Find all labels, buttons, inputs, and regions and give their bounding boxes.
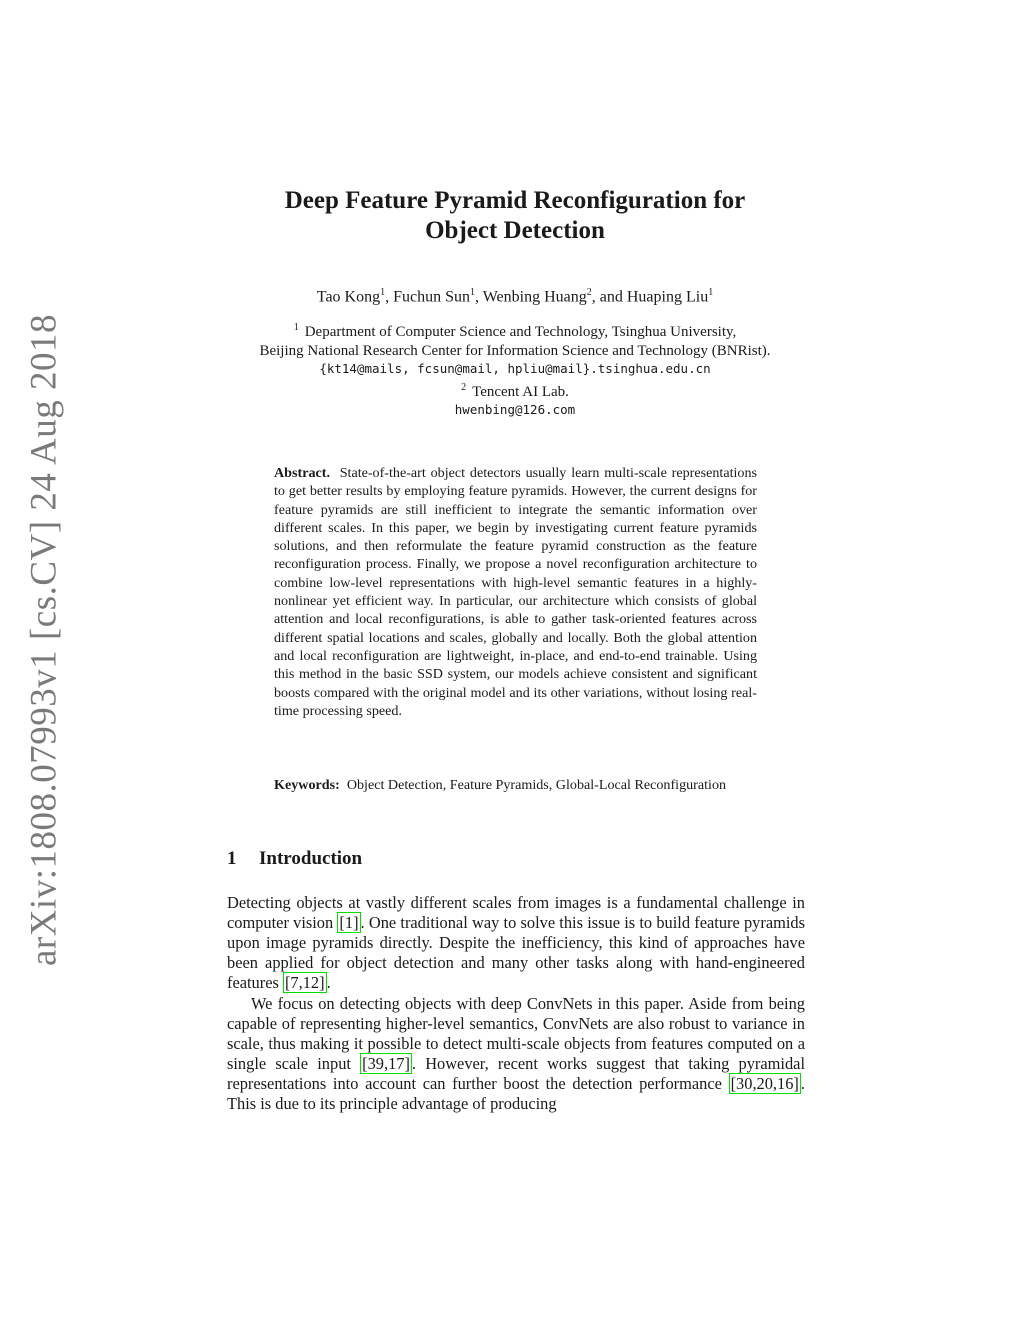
citation-link[interactable]: [30,20,16] [730,1074,799,1094]
author-list [200,283,830,307]
paragraph-text: We focus on detecting objects with deep ConvNets in this paper. Aside from being capable of representing higher-level semantics, ConvNets are also robust to variance in scale, thus making it possible to detect multi-scale objects from features computed on a single scale input [227,994,805,1074]
affiliation-2-email[interactable]: hwenbing@126.com [454,402,576,417]
body-paragraph-1 [227,893,805,993]
author-affiliation-mark: 1 [708,287,714,298]
author-name: Wenbing Huang [482,288,587,306]
affiliation-text: Department of Computer Science and Technology, Tsinghua University, [304,324,737,340]
paragraph-text: . One traditional way to solve this issue is to build feature pyramids upon image pyramids directly. Despite the inefficiency, this kind of approaches have been applied for object detection and many other tasks along with hand-engineered features [227,913,805,993]
section-number: 1 [227,848,237,869]
affiliation-mark: 1 [293,322,299,333]
section-heading [227,848,362,870]
abstract-text: State-of-the-art object detectors usually learn multi-scale representations to get better results by employing feature pyramids. However, the current designs for feature pyramids are still inefficient to integrate the semantic information over different scales. In this paper, we begin by investigating current feature pyramids solutions, and then reformulate the feature pyramid construction as the feature reconfiguration process. Finally, we propose a novel reconfiguration architecture to combine low-level representations with high-level semantic features in a highly-nonlinear yet efficient way. In particular, our architecture which consists of global attention and local reconfigurations, is able to gather task-oriented features across different spatial locations and scales, globally and locally. Both the global attention and local reconfiguration are lightweight, in-place, and end-to-end trainable. Using this method in the basic SSD system, our models achieve consistent and significant boosts compared with the original model and its other variations, without losing real-time processing speed. [274,465,757,719]
abstract [274,464,757,720]
citation-link[interactable]: [39,17] [362,1054,410,1074]
author-separator: , and [591,288,627,306]
author-name: Tao Kong [316,288,381,306]
citation-link[interactable]: [7,12] [284,973,325,993]
paragraph-text: . However, recent works suggest that taking pyramidal representations into account can further boost the detection performance [227,1054,805,1094]
affiliation-1-line-2: Beijing National Research Center for Information Science and Technology (BNRist). [259,342,771,359]
citation-link[interactable]: [1] [339,913,359,933]
title-line-1: Deep Feature Pyramid Reconfiguration for [284,187,746,214]
keywords-label: Keywords: [274,777,340,793]
abstract-label: Abstract. [274,465,330,481]
arxiv-identifier: arXiv:1808.07993v1 [cs.CV] 24 Aug 2018 [23,313,65,967]
author-separator: , [475,288,483,306]
author-affiliation-mark: 1 [470,287,476,298]
author-affiliation-mark: 1 [380,287,386,298]
affiliations [160,319,870,420]
affiliation-2-line [160,379,870,402]
author-affiliation-mark: 2 [586,287,592,298]
keywords-text: Object Detection, Feature Pyramids, Global-Local Reconfiguration [346,777,727,793]
affiliation-1-emails[interactable]: {kt14@mails, fcsun@mail, hpliu@mail}.tsinghua.edu.cn [319,361,711,376]
section-title: Introduction [259,848,363,869]
author-name: Huaping Liu [626,288,709,306]
author-name: Fuchun Sun [393,288,471,306]
keywords [274,776,757,794]
author-separator: , [385,288,394,306]
body-paragraph-2 [227,994,805,1115]
paragraph-text: Detecting objects at vastly different scales from images is a fundamental challenge in computer vision [227,893,805,933]
affiliation-1-line-1 [160,319,870,342]
paragraph-text: . This is due to its principle advantage of producing [227,1074,805,1114]
paper-title [200,186,830,246]
paragraph-text: . [326,973,331,993]
affiliation-text: Tencent AI Lab. [472,383,569,400]
title-line-2: Object Detection [425,217,605,244]
affiliation-mark: 2 [461,381,467,393]
arxiv-sidebar [0,0,80,1325]
